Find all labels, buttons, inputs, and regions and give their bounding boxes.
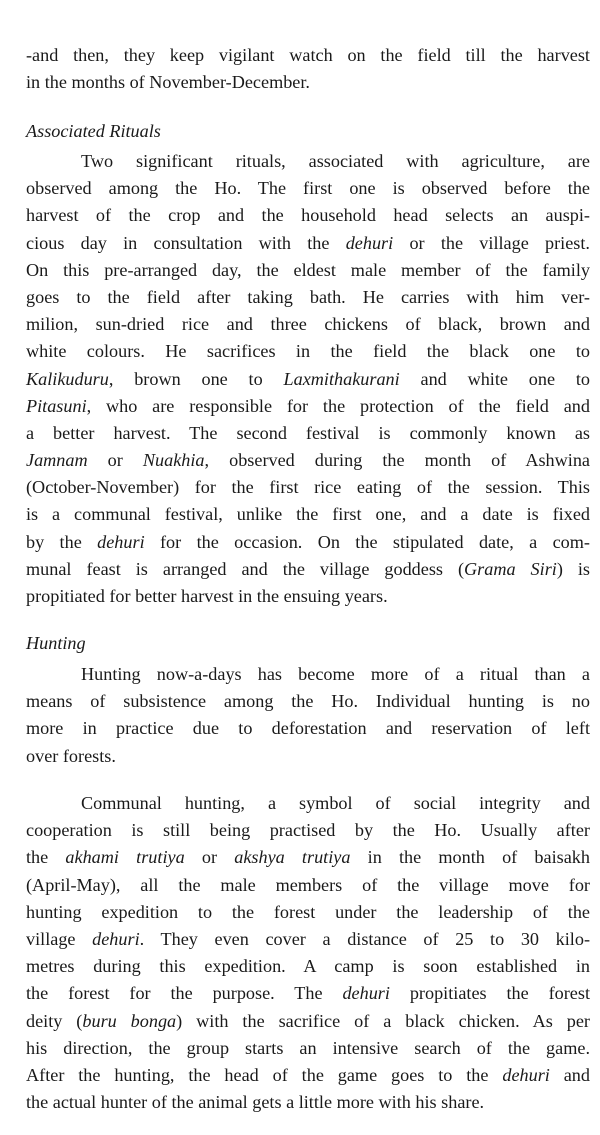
text-line: by the dehuri for the occasion. On the stipulated date, a com- — [26, 531, 590, 552]
text-line: propitiated for better harvest in the ensuing years. — [26, 586, 388, 606]
text-line: After the hunting, the head of the game goes to the dehuri and — [26, 1064, 590, 1085]
paragraph-rituals — [26, 148, 590, 610]
text-line: village dehuri. They even cover a distance of 25 to 30 kilo- — [26, 928, 590, 949]
text-line: the actual hunter of the animal gets a little more with his share. — [26, 1092, 485, 1113]
paragraph-hunting-2 — [26, 790, 590, 1116]
text-line: over forests. — [26, 745, 116, 766]
text-line: On this pre-arranged day, the eldest male member of the family — [26, 259, 590, 280]
text-line: Kalikuduru, brown one to Laxmithakurani and white one to — [26, 368, 590, 389]
text-line: Two significant rituals, associated with agriculture, are — [81, 151, 590, 171]
text-line: cious day in consultation with the dehuri or the village priest. — [26, 232, 590, 253]
text-line: (April-May), all the male members of the village move for — [26, 874, 590, 895]
text-line: is a communal festival, unlike the first one, and a date is fixed — [26, 504, 590, 525]
text-line: a better harvest. The second festival is commonly known as — [26, 422, 590, 443]
text-line: goes to the field after taking bath. He carries with him ver- — [26, 286, 590, 307]
text-line: means of subsistence among the Ho. Individual hunting is no — [26, 691, 590, 712]
text-line: milion, sun-dried rice and three chickens of black, brown and — [26, 314, 590, 335]
text-line: (October-November) for the first rice eating of the session. This — [26, 477, 590, 498]
text-line: cooperation is still being practised by the Ho. Usually after — [26, 820, 590, 841]
text-line: Hunting now-a-days has become more of a ritual than a — [81, 664, 590, 684]
paragraph-intro — [26, 42, 590, 96]
paragraph-hunting-1 — [26, 661, 590, 770]
text-line: white colours. He sacrifices in the field the black one to — [26, 341, 590, 362]
text-line: munal feast is arranged and the village goddess (Grama Siri) is — [26, 558, 590, 579]
text-line: hunting expedition to the forest under the leadership of the — [26, 901, 590, 922]
text-line: the akhami trutiya or akshya trutiya in the month of baisakh — [26, 847, 590, 868]
text-line: observed among the Ho. The first one is observed before the — [26, 178, 590, 199]
text-line: Pitasuni, who are responsible for the protection of the field and — [26, 395, 590, 416]
text-line: the forest for the purpose. The dehuri propitiates the forest — [26, 983, 590, 1004]
text-line: deity (buru bonga) with the sacrifice of a black chicken. As per — [26, 1010, 590, 1031]
text-line: more in practice due to deforestation and reservation of left — [26, 718, 590, 739]
text-line: harvest of the crop and the household head selects an auspi- — [26, 205, 590, 226]
text-line: Jamnam or Nuakhia, observed during the month of Ashwina — [26, 450, 590, 471]
text-line: metres during this expedition. A camp is soon established in — [26, 956, 590, 977]
section-heading-associated-rituals: Associated Rituals — [26, 121, 161, 141]
text-line: in the months of November-December. — [26, 72, 310, 93]
text-line: his direction, the group starts an intensive search of the game. — [26, 1037, 590, 1058]
text-line: Communal hunting, a symbol of social integrity and — [81, 793, 590, 813]
section-heading-hunting: Hunting — [26, 633, 86, 653]
text-line: -and then, they keep vigilant watch on the field till the harvest — [26, 45, 590, 65]
